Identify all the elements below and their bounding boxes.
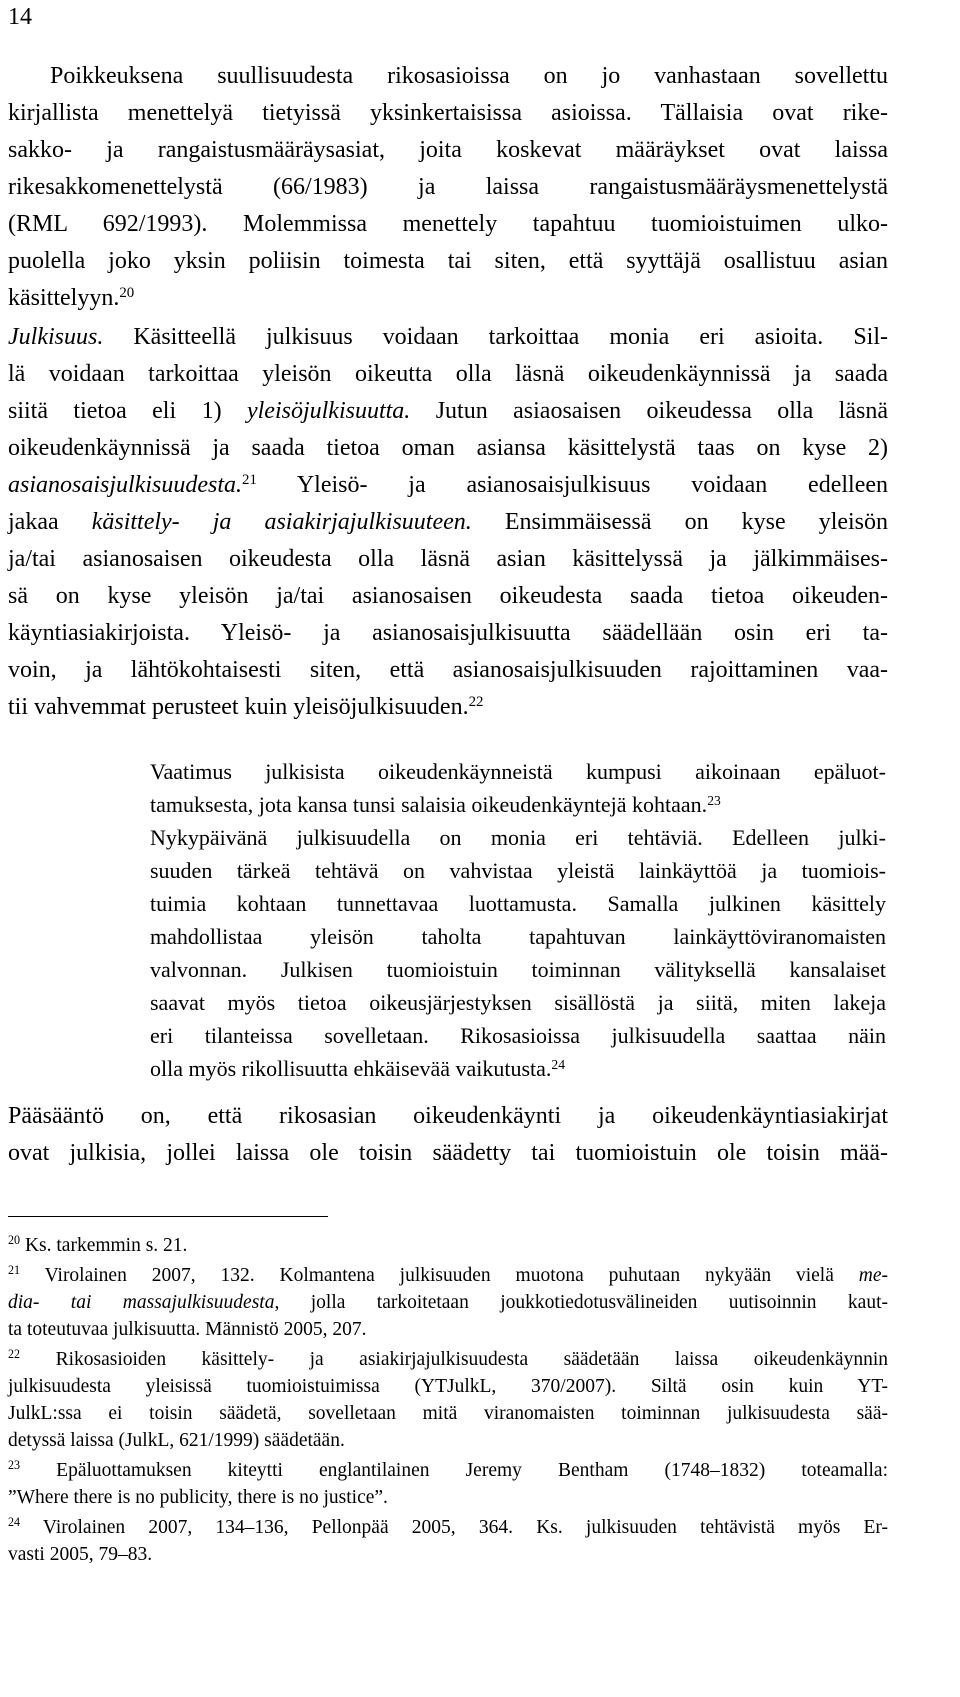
quote-line: eri tilanteissa sovelletaan. Rikosasioissa julkisuudella saattaa näin bbox=[150, 1023, 886, 1048]
footnote-ref[interactable]: 24 bbox=[551, 1056, 566, 1072]
text-line: Poikkeuksena suullisuudesta rikosasioissa on jo vanhastaan sovellettu bbox=[50, 63, 888, 89]
text-line: kirjallista menettelyä tietyissä yksinkertaisissa asioissa. Tällaisia ovat rike- bbox=[8, 100, 888, 126]
footnote-21: $^{21}$ Virolainen 2007, 132. Kolmantena julkisuuden muotona puhutaan nykyään vielä me- bbox=[8, 1263, 888, 1286]
footnote-line: dia- tai massajulkisuudesta, jolla tarkoitetaan joukkotiedotusvälineiden uutisoinnin kaut- bbox=[8, 1292, 888, 1313]
italic-term: Julkisuus. bbox=[8, 324, 104, 350]
italic-term: yleisöjulkisuutta. bbox=[246, 398, 411, 424]
text-line: käsittelyyn.$^{20}$ bbox=[8, 284, 135, 311]
italic-term: käsittely- ja asiakirjajulkisuuteen. bbox=[91, 509, 472, 535]
quote-line: suuden tärkeä tehtävä on vahvistaa yleistä lainkäyttöä ja tuomiois- bbox=[150, 858, 886, 883]
text-line: asianosaisjulkisuudesta.$^{21}$ Yleisö- ja asianosaisjulkisuus voidaan edelleen bbox=[8, 471, 888, 498]
footnote-number: 21 bbox=[8, 1263, 21, 1278]
footnote-line: ta toteutuvaa julkisuutta. Männistö 2005, 207. bbox=[8, 1319, 367, 1340]
text-line: sakko- ja rangaistusmääräysasiat, joita koskevat määräykset ovat laissa bbox=[8, 137, 888, 163]
footnote-23: $^{23}$ Epäluottamuksen kiteytti englantilainen Jeremy Bentham (1748–1832) toteamalla: bbox=[8, 1458, 888, 1481]
text-line: käyntiasiakirjoista. Yleisö- ja asianosaisjulkisuutta säädellään osin eri ta- bbox=[8, 620, 888, 646]
footnote-number: 22 bbox=[8, 1347, 21, 1362]
text-line: puolella joko yksin poliisin toimesta tai siten, että syyttäjä osallistuu asian bbox=[8, 248, 888, 274]
footnote-line: ”Where there is no publicity, there is no justice”. bbox=[8, 1487, 388, 1508]
footnote-ref[interactable]: 23 bbox=[707, 792, 721, 808]
quote-line: tamuksesta, jota kansa tunsi salaisia oikeudenkäyntejä kohtaan.$^{23}$ bbox=[150, 792, 721, 817]
text-line: lä voidaan tarkoittaa yleisön oikeutta olla läsnä oikeudenkäynnissä ja saada bbox=[8, 361, 888, 387]
page-number: 14 bbox=[8, 4, 32, 30]
text-line: oikeudenkäynnissä ja saada tietoa oman asiansa käsittelystä taas on kyse 2) bbox=[8, 435, 888, 461]
footnote-ref[interactable]: 21 bbox=[242, 471, 257, 488]
footnote-22: $^{22}$ Rikosasioiden käsittely- ja asiakirjajulkisuudesta säädetään laissa oikeudenkäynnin bbox=[8, 1347, 888, 1370]
footnote-line: JulkL:ssa ei toisin säädetä, sovelletaan mitä viranomaisten toiminnan julkisuudesta sää- bbox=[8, 1403, 888, 1424]
quote-line: mahdollistaa yleisön taholta tapahtuvan lainkäyttöviranomaisten bbox=[150, 924, 886, 949]
text-line: Julkisuus. Käsitteellä julkisuus voidaan tarkoittaa monia eri asioita. Sil- bbox=[8, 324, 888, 350]
quote-line: saavat myös tietoa oikeusjärjestyksen sisällöstä ja siitä, miten lakeja bbox=[150, 990, 886, 1015]
footnote-separator bbox=[8, 1216, 328, 1217]
footnote-20: $^{20}$ Ks. tarkemmin s. 21. bbox=[8, 1233, 188, 1256]
text-line: (RML 692/1993). Molemmissa menettely tapahtuu tuomioistuimen ulko- bbox=[8, 211, 888, 237]
text-line: jakaa käsittely- ja asiakirjajulkisuuteen. Ensimmäisessä on kyse yleisön bbox=[8, 509, 889, 535]
quote-line: olla myös rikollisuutta ehkäisevää vaikutusta.$^{24}$ bbox=[150, 1056, 566, 1081]
footnote-24: $^{24}$ Virolainen 2007, 134–136, Pellonpää 2005, 364. Ks. julkisuuden tehtävistä myös Er- bbox=[8, 1515, 888, 1538]
footnote-ref[interactable]: 22 bbox=[468, 693, 484, 710]
footnote-number: 20 bbox=[8, 1233, 21, 1248]
text-line: sä on kyse yleisön ja/tai asianosaisen oikeudesta saada tietoa oikeuden- bbox=[8, 583, 888, 609]
text-line: tii vahvemmat perusteet kuin yleisöjulkisuuden.$^{22}$ bbox=[8, 693, 484, 720]
quote-line: Nykypäivänä julkisuudella on monia eri tehtäviä. Edelleen julki- bbox=[150, 825, 886, 850]
footnote-line: detyssä laissa (JulkL, 621/1999) säädetään. bbox=[8, 1430, 345, 1451]
text-line: ja/tai asianosaisen oikeudesta olla läsnä asian käsittelyssä ja jälkimmäises- bbox=[8, 546, 888, 572]
text-line: rikesakkomenettelystä (66/1983) ja laissa rangaistusmääräysmenettelystä bbox=[8, 174, 888, 200]
text-line: Pääsääntö on, että rikosasian oikeudenkäynti ja oikeudenkäyntiasiakirjat bbox=[8, 1103, 888, 1129]
quote-line: tuimia kohtaan tunnettavaa luottamusta. Samalla julkinen käsittely bbox=[150, 891, 886, 916]
text-line: ovat julkisia, jollei laissa ole toisin säädetty tai tuomioistuin ole toisin mää- bbox=[8, 1140, 888, 1166]
footnote-number: 24 bbox=[8, 1515, 21, 1530]
footnote-line: vasti 2005, 79–83. bbox=[8, 1544, 153, 1565]
quote-line: Vaatimus julkisista oikeudenkäynneistä kumpusi aikoinaan epäluot- bbox=[150, 759, 886, 784]
footnote-line: julkisuudesta yleisissä tuomioistuimissa (YTJulkL, 370/2007). Siltä osin kuin YT- bbox=[8, 1376, 888, 1397]
quote-line: valvonnan. Julkisen tuomioistuin toiminnan välityksellä kansalaiset bbox=[150, 957, 886, 982]
footnote-number: 23 bbox=[8, 1458, 21, 1473]
text-line: siitä tietoa eli 1) yleisöjulkisuutta. Jutun asiaosaisen oikeudessa olla läsnä bbox=[8, 398, 888, 424]
italic-term: asianosaisjulkisuudesta. bbox=[8, 472, 243, 498]
text-line: voin, ja lähtökohtaisesti siten, että asianosaisjulkisuuden rajoittaminen vaa- bbox=[8, 657, 888, 683]
footnote-ref[interactable]: 20 bbox=[119, 284, 135, 301]
